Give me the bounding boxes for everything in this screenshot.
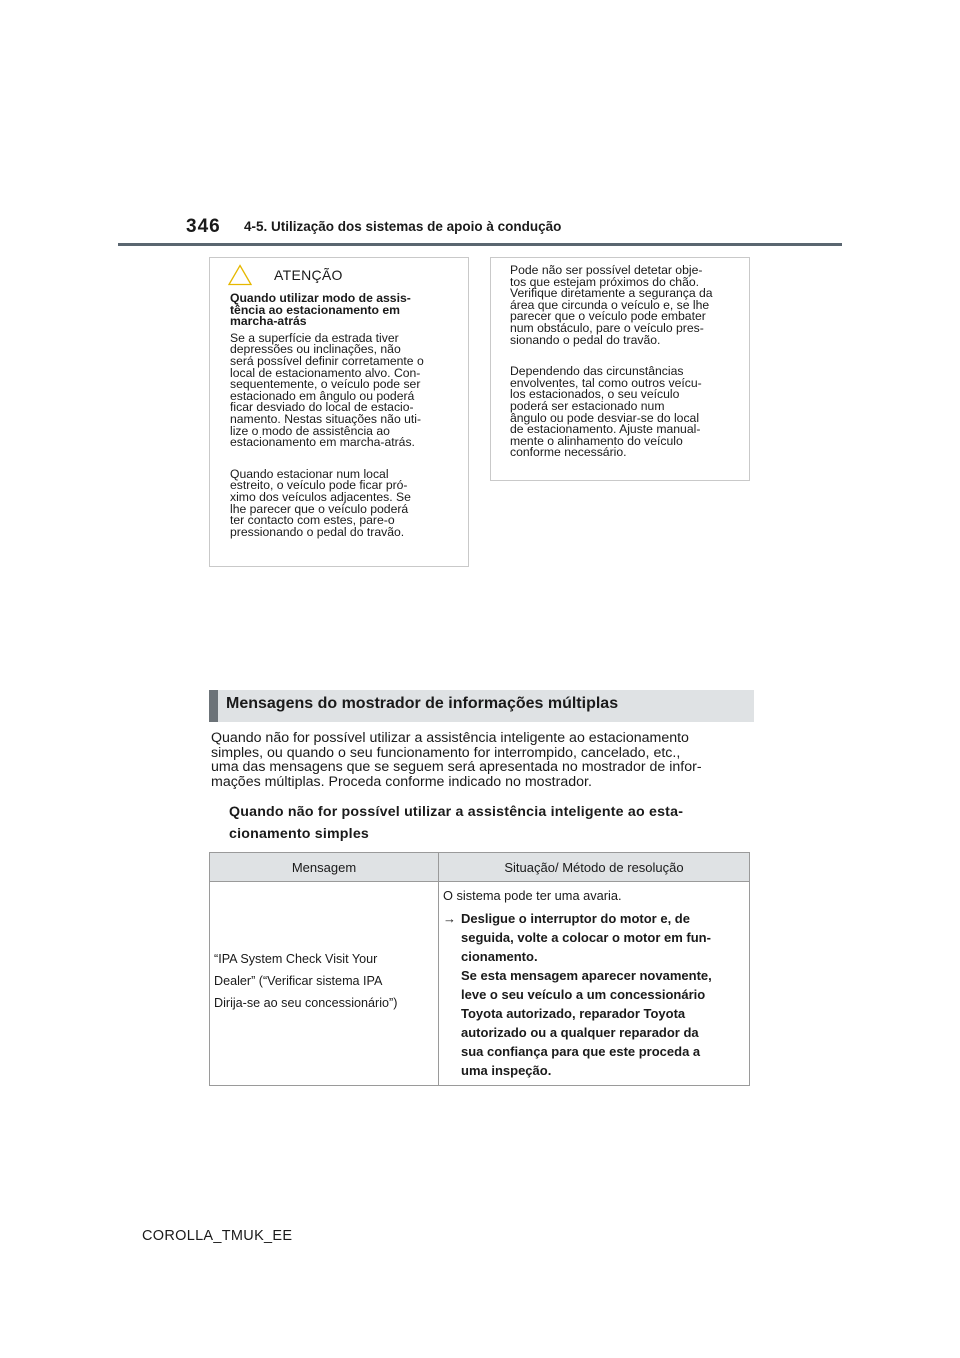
column-header-solution: Situação/ Método de resolução	[439, 853, 750, 882]
message-table	[209, 852, 750, 1086]
warning-right-content	[510, 265, 742, 468]
arrow-right-icon: →	[443, 911, 456, 926]
situation-text: O sistema pode ter uma avaria.	[443, 888, 622, 903]
warning-header	[228, 264, 343, 286]
sub-heading: Quando não for possível utilizar a assistência inteligente ao esta- cionamento simples	[229, 804, 684, 842]
message-text: “IPA System Check Visit Your Dealer” (“Verificar sistema IPA Dirija-se ao seu concessionário”)	[214, 952, 398, 1010]
warning-paragraph-2: Quando estacionar num local estreito, o veículo pode ficar pró- ximo dos veículos adjacentes. Se lhe parecer que o veículo poderá ter contacto com estes, pare-o pressionando o pedal do travão.	[230, 466, 411, 539]
intro-paragraph: Quando não for possível utilizar a assistência inteligente ao estacionamento simples, ou quando o seu funcionamento for interrompido, cancelado, etc., uma das mensagens que se seguem será apresentada no mostrador de infor- mações múltiplas. Proceda conforme indicado no mostrador.	[211, 730, 702, 790]
action-text: Desligue o interruptor do motor e, de seguida, volte a colocar o motor em fun- cionamento. Se esta mensagem aparecer novamente, leve o seu veículo a um concessionário Toyota autorizado, reparador Toyota autorizado ou a qualquer reparador da sua confiança para que este proceda a uma inspeção.	[461, 911, 712, 1078]
warning-triangle-icon	[228, 264, 252, 286]
warning-heading: Quando utilizar modo de assis- tência ao estacionamento em marcha-atrás	[230, 291, 411, 329]
warning-paragraph-1: Se a superfície da estrada tiver depressões ou inclinações, não será possível definir corretamente o local de estacionamento alvo. Con- sequentemente, o veículo pode ser estacionado em ângulo ou poderá ficar desviado do local de estacio- namento. Nestas situações não uti- lize o modo de assistência ao estacionamento em marcha-atrás.	[230, 330, 424, 450]
page-number: 346	[186, 216, 221, 237]
warning-title: ATENÇÃO	[274, 267, 343, 283]
header-rule	[118, 243, 842, 246]
solution-cell	[439, 882, 750, 1086]
section-heading-text: Mensagens do mostrador de informações múltiplas	[226, 695, 619, 712]
warning-box	[209, 257, 469, 567]
action-item	[443, 909, 745, 1080]
warning-paragraph-3: Pode não ser possível detetar obje- tos que estejam próximos do chão. Verifique diretamente a segurança da área que circunda o veículo e, se lhe parecer que o veículo pode embater num obstáculo, pare o veículo pres- sionando o pedal do travão.	[510, 263, 713, 347]
column-header-message: Mensagem	[210, 853, 439, 882]
message-cell	[210, 882, 439, 1086]
warning-paragraph-4: Dependendo das circunstâncias envolventes, tal como outros veícu- los estacionados, o seu veículo poderá ser estacionado num ângulo ou pode desviar-se do local de estacionamento. Ajuste manual- mente o alinhamento do veículo conforme necessário.	[510, 364, 702, 460]
warning-box-continued	[490, 257, 750, 481]
table-header-row	[210, 853, 750, 882]
section-title: 4-5. Utilização dos sistemas de apoio à condução	[244, 219, 562, 234]
section-heading-bar	[209, 690, 218, 722]
table-row	[210, 882, 750, 1086]
section-heading	[209, 690, 754, 722]
warning-left-content	[230, 293, 462, 547]
footer-code: COROLLA_TMUK_EE	[142, 1228, 293, 1244]
